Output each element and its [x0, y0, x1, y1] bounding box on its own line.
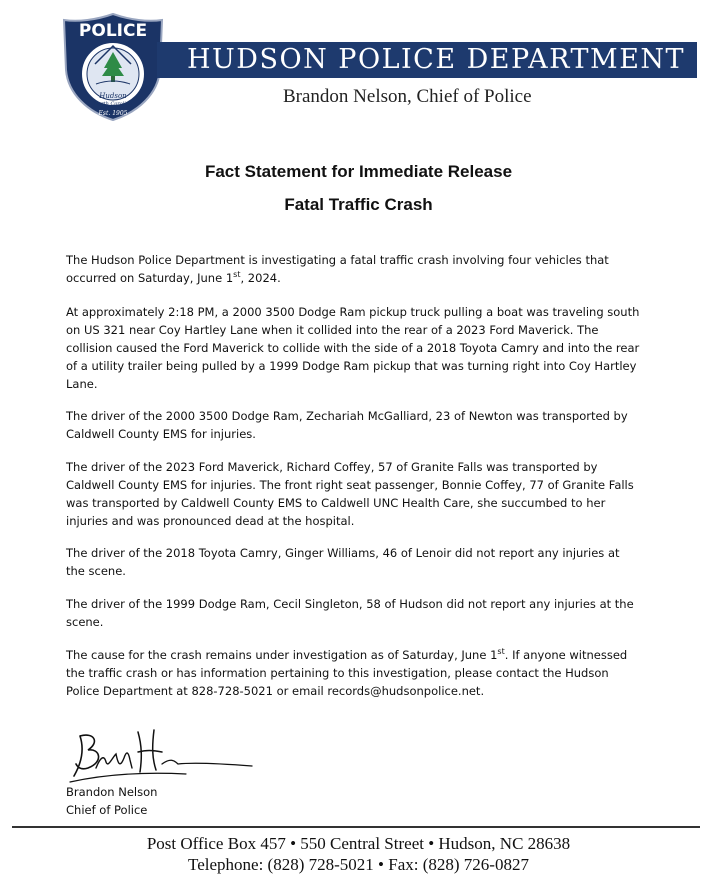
police-badge-logo [62, 12, 164, 122]
footer-divider [12, 826, 700, 828]
paragraph-2 [66, 303, 641, 393]
paragraph-7 [66, 646, 641, 700]
paragraph-6 [66, 595, 641, 631]
footer-phone: Telephone: (828) 728-5021 • Fax: (828) 726-0827 [188, 855, 529, 874]
p2-text: At approximately 2:18 PM, a 2000 3500 Dodge Ram pickup truck pulling a boat was traveling south on US 321 near Coy Hartley Lane when it collided into the rear of a 2023 Ford Maverick. The collision caused the Ford Maverick to collide with the side of a 2018 Toyota Camry and into the rear of a utility trailer being pulled by a 1999 Dodge Ram pickup that was turning right into Coy Hartley Lane. [66, 305, 640, 391]
svg-text:Est. 1905: Est. 1905 [98, 110, 128, 117]
p4-text: The driver of the 2023 Ford Maverick, Richard Coffey, 57 of Granite Falls was transported by Caldwell County EMS for injuries. The front right seat passenger, Bonnie Coffey, 77 of Granite Falls was transported by Caldwell County EMS to Caldwell UNC Health Care, she succumbed to her injuries and was pronounced dead at the hospital. [66, 460, 634, 528]
p1-text-end: , 2024. [240, 271, 281, 285]
signature-title: Chief of Police [66, 803, 148, 817]
footer-address: Post Office Box 457 • 550 Central Street • Hudson, NC 28638 [146, 834, 571, 853]
paragraph-5 [66, 544, 641, 580]
p1-text: The Hudson Police Department is investigating a fatal traffic crash involving four vehicles that occurred on Saturday, June 1 [66, 253, 609, 285]
p6-text: The driver of the 1999 Dodge Ram, Cecil Singleton, 58 of Hudson did not report any injuries at the scene. [66, 597, 634, 629]
paragraph-3 [66, 407, 641, 443]
paragraph-1 [66, 251, 641, 287]
badge-police-text: POLICE [78, 21, 148, 41]
p1-superscript: st [233, 270, 241, 280]
chief-subtitle: Brandon Nelson, Chief of Police [283, 86, 532, 107]
release-heading: Fact Statement for Immediate Release [204, 162, 513, 181]
handwritten-signature [66, 728, 256, 786]
p3-text: The driver of the 2000 3500 Dodge Ram, Zechariah McGalliard, 23 of Newton was transported by Caldwell County EMS for injuries. [66, 409, 628, 441]
p7-text-end: . If anyone witnessed the traffic crash or has information pertaining to this investigation, please contact the Hudson Police Department at 828-728-5021 or email records@hudsonpolice.net. [66, 648, 628, 698]
p7-text: The cause for the crash remains under investigation as of Saturday, June 1 [66, 648, 498, 662]
department-banner [157, 42, 697, 78]
p5-text: The driver of the 2018 Toyota Camry, Ginger Williams, 46 of Lenoir did not report any injuries at the scene. [66, 546, 620, 578]
p7-superscript: st [497, 647, 505, 657]
paragraph-4 [66, 458, 641, 530]
signature-name: Brandon Nelson [66, 785, 158, 799]
svg-text:North Carolina: North Carolina [93, 101, 133, 107]
release-subheading: Fatal Traffic Crash [284, 195, 433, 214]
department-title: HUDSON POLICE DEPARTMENT [187, 44, 686, 75]
svg-text:Hudson: Hudson [99, 92, 127, 100]
